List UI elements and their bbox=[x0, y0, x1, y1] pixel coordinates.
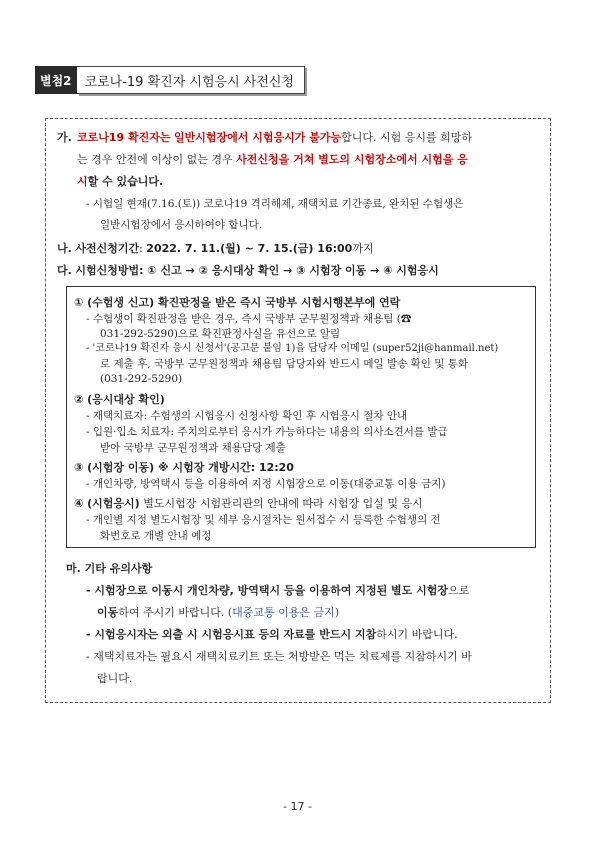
step1-line2: 031-292-5290)으로 확진판정사실을 유선으로 알림 bbox=[100, 328, 341, 340]
step1-line1: - 수험생이 확진판정을 받은 경우, 즉시 국방부 군무원정책과 채용팀 (☎ bbox=[86, 313, 412, 325]
section-da-label: 다. bbox=[57, 264, 72, 277]
section-na-period: 2022. 7. 11.(월) ~ 7. 15.(금) 16:00 bbox=[146, 242, 353, 255]
section-ma-b1-line1 bbox=[86, 584, 469, 598]
section-da bbox=[57, 264, 439, 278]
step2-title: ② (응시대상 확인) bbox=[74, 393, 165, 406]
section-ga-after-red1: 합니다. 시험 응시를 희망하 bbox=[341, 131, 472, 144]
step4-title-bold: ④ (시험응시) bbox=[74, 497, 140, 510]
section-ga-lead: 코로나19 확진자는 bbox=[77, 131, 171, 144]
page-number: - 17 - bbox=[283, 800, 312, 813]
step3-line1: - 개인차량, 방역택시 등을 이용하여 지정 시험장으로 이동(대중교통 이용 금지) bbox=[86, 478, 446, 490]
annex-badge: 별첨2 bbox=[35, 66, 77, 94]
section-ma-b1-l2-blue: (대중교통 이용은 금지) bbox=[227, 606, 340, 619]
section-ma-b1-l2-rest: 하여 주시기 바랍니다. bbox=[118, 606, 225, 619]
section-na bbox=[57, 242, 374, 256]
section-ga-line3-bold: 할 수 있습니다. bbox=[87, 175, 164, 188]
step2-line2: - 입원·입소 치료자: 주치의로부터 응시가 가능하다는 내용의 의사소견서를 발급 bbox=[86, 426, 448, 438]
section-ma-b1-bold: - 시험장으로 이동시 개인차량, 방역택시 등을 이용하여 지정된 별도 시험장 bbox=[86, 584, 448, 597]
section-ga-line1 bbox=[77, 131, 472, 145]
step3-title: ③ (시험장 이동) ※ 시험장 개방시간: 12:20 bbox=[74, 461, 294, 474]
annex-header bbox=[35, 66, 305, 94]
section-ga-line2 bbox=[77, 153, 468, 167]
section-ma-b1-line2 bbox=[97, 606, 339, 620]
section-ga-red2: 사전신청을 거쳐 별도의 시험장소에서 시험을 응 bbox=[236, 153, 468, 166]
section-ma-b2-bold: - 시험응시자는 외출 시 시험응시표 등의 자료를 반드시 지참 bbox=[86, 628, 377, 641]
step1-line3: - '코로나19 확진자 응시 신청서'(공고문 붙임 1)을 담당자 이메일 (super52ji@hanmail.net) bbox=[86, 343, 499, 354]
section-na-colon: : bbox=[139, 242, 143, 255]
section-ga-note-1: - 시험일 현재(7.16.(토)) 코로나19 격리해제, 재택치료 기간종료, 완치된 수험생은 bbox=[86, 198, 464, 210]
section-ma-b1-l2-bold: 이동 bbox=[97, 606, 119, 619]
step4-line1: - 개인별 지정 별도시험장 및 세부 응시절차는 원서접수 시 등록한 수험생의 전 bbox=[86, 514, 441, 526]
step2-line1: - 재택치료자: 수험생의 시험응시 신청사항 확인 후 시험응시 절차 안내 bbox=[86, 410, 408, 422]
section-ma-b3-line2: 랍니다. bbox=[97, 672, 133, 685]
annex-title: 코로나-19 확진자 시험응시 사전신청 bbox=[77, 66, 305, 94]
section-ga-line3 bbox=[77, 175, 163, 189]
step4-title-rest: 별도시험장 시험관리관의 안내에 따라 시험장 입실 및 응시 bbox=[143, 497, 423, 510]
step4-title bbox=[74, 497, 423, 511]
section-ga-red3: 시 bbox=[77, 175, 88, 188]
section-ga-note-2: 일반시험장에서 응시하여야 합니다. bbox=[100, 219, 263, 231]
section-da-text: 시험신청방법: ① 신고 → ② 응시대상 확인 → ③ 시험장 이동 → ④ 시험응시 bbox=[75, 264, 439, 277]
section-na-heading: 사전신청기간 bbox=[75, 242, 140, 255]
section-na-label: 나. bbox=[57, 242, 72, 255]
step2-line3: 받아 국방부 군무원정책과 채용담당 제출 bbox=[100, 442, 286, 454]
step1-line4: 로 제출 후, 국방부 군무원정책과 채용팀 담당자와 반드시 메일 발송 확인 및 통화 bbox=[100, 358, 468, 370]
step1-title: ① (수험생 신고) 확진판정을 받은 즉시 국방부 시험시행본부에 연락 bbox=[74, 296, 401, 309]
step1-line5: (031-292-5290) bbox=[100, 373, 183, 385]
step4-line2: 화번호로 개별 안내 예정 bbox=[100, 530, 212, 542]
section-ga-label: 가. bbox=[57, 131, 72, 144]
section-ma-b2 bbox=[86, 628, 458, 642]
section-ma-b3-line1: - 재택치료자는 필요시 재택치료키트 또는 처방받은 먹는 치료제를 지참하시기 바 bbox=[86, 650, 472, 663]
section-ma-b1-rest: 으로 bbox=[448, 584, 470, 597]
section-ga-red1: 일반시험장에서 시험응시가 불가능 bbox=[174, 131, 342, 144]
section-ma-b2-rest: 하시기 바랍니다. bbox=[376, 628, 458, 641]
section-ma-title: 마. 기타 유의사항 bbox=[66, 562, 153, 575]
section-na-suffix: 까지 bbox=[352, 242, 374, 255]
section-ga-line2-pre: 는 경우 안전에 이상이 없는 경우 bbox=[77, 153, 233, 166]
